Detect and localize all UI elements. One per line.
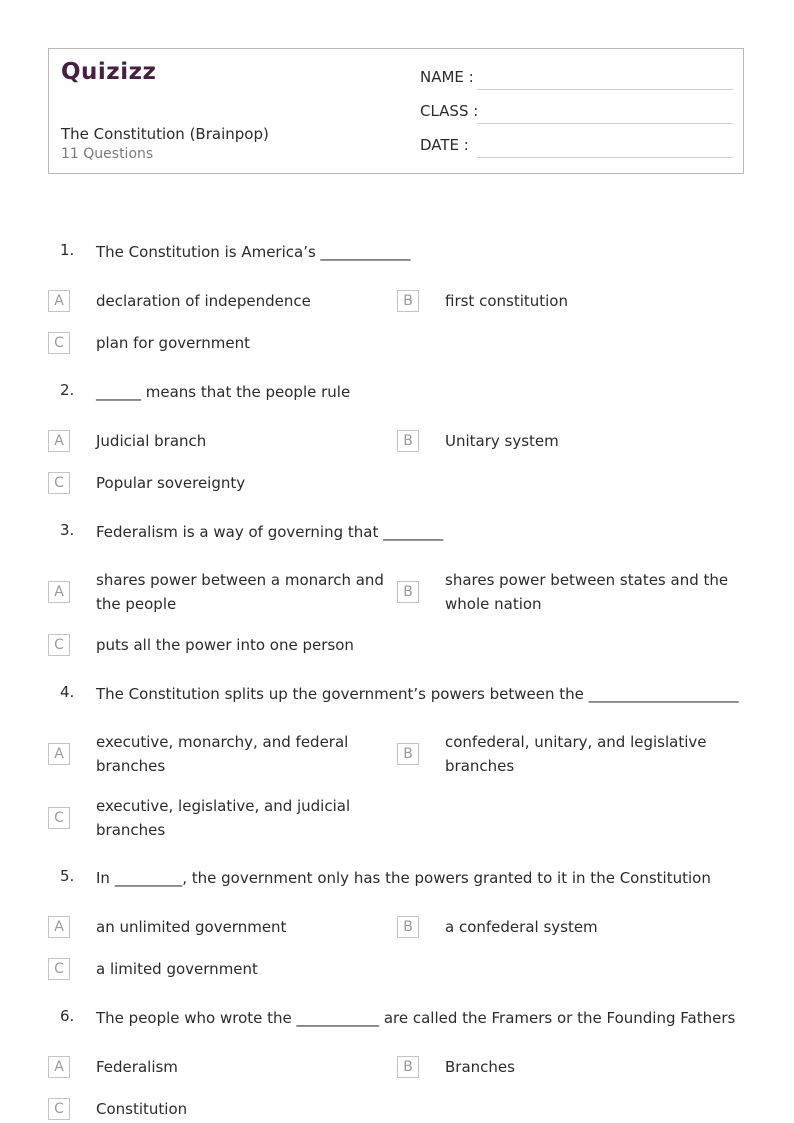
question-number: 6.: [60, 1007, 75, 1025]
option-text: Popular sovereignty: [96, 474, 246, 492]
question-text: In _________, the government only has the powers granted to it in the Constitution: [96, 869, 711, 887]
option-letter-box: C: [48, 472, 70, 494]
name-label: NAME :: [420, 68, 474, 86]
option-text: declaration of independence: [96, 292, 311, 310]
option-text: an unlimited government: [96, 918, 287, 936]
option-letter-box: A: [48, 290, 70, 312]
option-text: confederal, unitary, and legislative branches: [445, 733, 707, 775]
option-letter-box: C: [48, 634, 70, 656]
option-text: executive, monarchy, and federal branches: [96, 733, 349, 775]
question-text: The people who wrote the ___________ are called the Framers or the Founding Fathers: [96, 1009, 736, 1027]
question-number: 3.: [60, 521, 75, 539]
date-label: DATE :: [420, 136, 469, 154]
option-letter-box: A: [48, 581, 70, 603]
option-letter-box: B: [397, 430, 419, 452]
option-text: shares power between states and the whole nation: [445, 571, 729, 613]
worksheet-header: [48, 48, 744, 174]
option-letter-box: A: [48, 430, 70, 452]
question-text: The Constitution splits up the government’s powers between the ____________________: [96, 685, 739, 703]
option-text: shares power between a monarch and the people: [96, 571, 384, 613]
quizizz-logo: Quizizz: [61, 59, 157, 85]
question-number: 2.: [60, 381, 75, 399]
date-line: [477, 157, 733, 158]
option-letter-box: C: [48, 1098, 70, 1120]
option-letter-box: B: [397, 916, 419, 938]
option-text: Branches: [445, 1058, 515, 1076]
option-text: executive, legislative, and judicial branches: [96, 797, 351, 839]
option-letter-box: C: [48, 807, 70, 829]
question-number: 1.: [60, 241, 75, 259]
class-line: [477, 123, 733, 124]
option-text: first constitution: [445, 292, 568, 310]
option-letter-box: B: [397, 1056, 419, 1078]
question-count: 11 Questions: [61, 146, 154, 162]
option-letter-box: C: [48, 332, 70, 354]
option-letter-box: B: [397, 581, 419, 603]
worksheet-title: The Constitution (Brainpop): [61, 125, 269, 143]
option-text: Constitution: [96, 1100, 188, 1118]
option-text: a confederal system: [445, 918, 598, 936]
option-letter-box: C: [48, 958, 70, 980]
option-text: Unitary system: [445, 432, 559, 450]
question-number: 4.: [60, 683, 75, 701]
question-text: Federalism is a way of governing that ________: [96, 523, 444, 541]
option-text: puts all the power into one person: [96, 636, 354, 654]
question-text: The Constitution is America’s ____________: [96, 243, 411, 261]
question-number: 5.: [60, 867, 75, 885]
option-letter-box: A: [48, 1056, 70, 1078]
option-letter-box: B: [397, 290, 419, 312]
name-line: [477, 89, 733, 90]
option-text: a limited government: [96, 960, 258, 978]
option-letter-box: A: [48, 743, 70, 765]
option-text: plan for government: [96, 334, 250, 352]
option-text: Federalism: [96, 1058, 178, 1076]
question-text: ______ means that the people rule: [96, 383, 351, 401]
option-text: Judicial branch: [96, 432, 207, 450]
option-letter-box: A: [48, 916, 70, 938]
option-letter-box: B: [397, 743, 419, 765]
class-label: CLASS :: [420, 102, 479, 120]
